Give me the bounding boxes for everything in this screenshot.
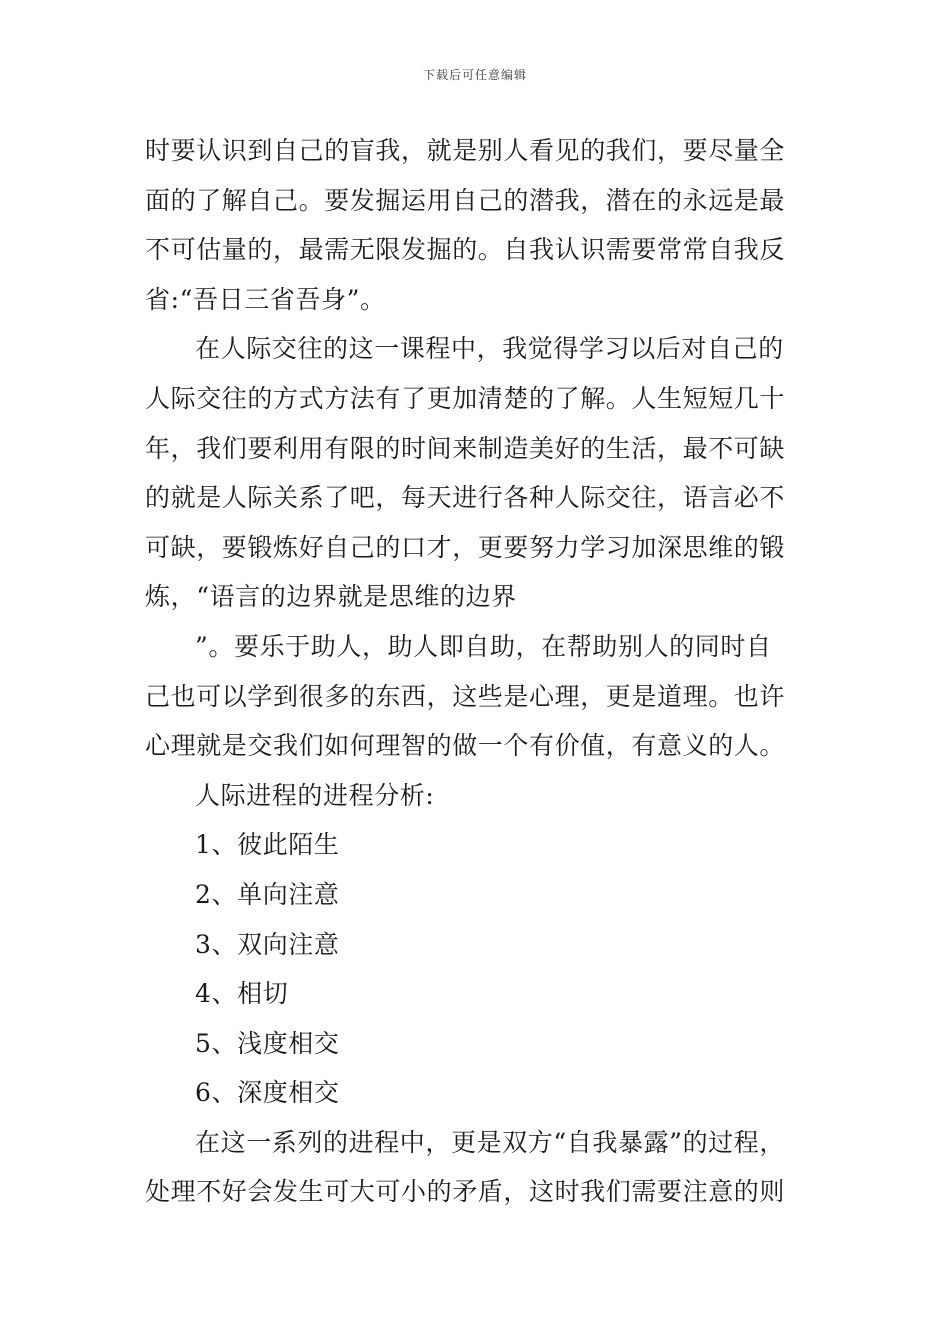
- text-line: 己也可以学到很多的东西，这些是心理，更是道理。也许: [145, 681, 786, 711]
- list-item: 3、双向注意: [195, 929, 340, 959]
- text-line: 在人际交往的这一课程中，我觉得学习以后对自己的: [195, 334, 784, 364]
- text-line: 不可估量的，最需无限发掘的。自我认识需要常常自我反: [145, 235, 786, 265]
- text-line: 时要认识到自己的盲我，就是别人看见的我们，要尽量全: [145, 136, 786, 165]
- text-line: 可缺，要锻炼好自己的口才，更要努力学习加深思维的锻: [145, 532, 786, 562]
- text-line: 省:“吾日三省吾身”。: [145, 284, 386, 314]
- page-header: 下载后可任意编辑: [422, 68, 527, 82]
- text-line: 人际交往的方式方法有了更加清楚的了解。人生短短几十: [145, 383, 786, 413]
- text-line: 面的了解自己。要发掘运用自己的潜我，潜在的永远是最: [145, 185, 786, 215]
- list-item: 6、深度相交: [195, 1078, 340, 1108]
- text-line: 在这一系列的进程中，更是双方“自我暴露”的过程，: [195, 1127, 785, 1157]
- text-line: 的就是人际关系了吧，每天进行各种人际交往，语言必不: [145, 483, 786, 513]
- list-item: 4、相切: [195, 979, 289, 1009]
- text-line: 心理就是交我们如何理智的做一个有价值，有意义的人。: [145, 731, 786, 761]
- list-item: 1、彼此陌生: [195, 830, 340, 860]
- list-item: 2、单向注意: [195, 879, 340, 909]
- text-line: 炼，“语言的边界就是思维的边界: [145, 582, 517, 612]
- text-line: ”。要乐于助人，助人即自助，在帮助别人的同时自: [195, 631, 772, 661]
- document-body: [145, 126, 810, 1217]
- text-line: 处理不好会发生可大可小的矛盾，这时我们需要注意的则: [145, 1177, 786, 1207]
- list-item: 5、浅度相交: [195, 1028, 340, 1058]
- text-line: 年，我们要利用有限的时间来制造美好的生活，最不可缺: [145, 433, 786, 463]
- section-heading: 人际进程的进程分析:: [195, 780, 435, 810]
